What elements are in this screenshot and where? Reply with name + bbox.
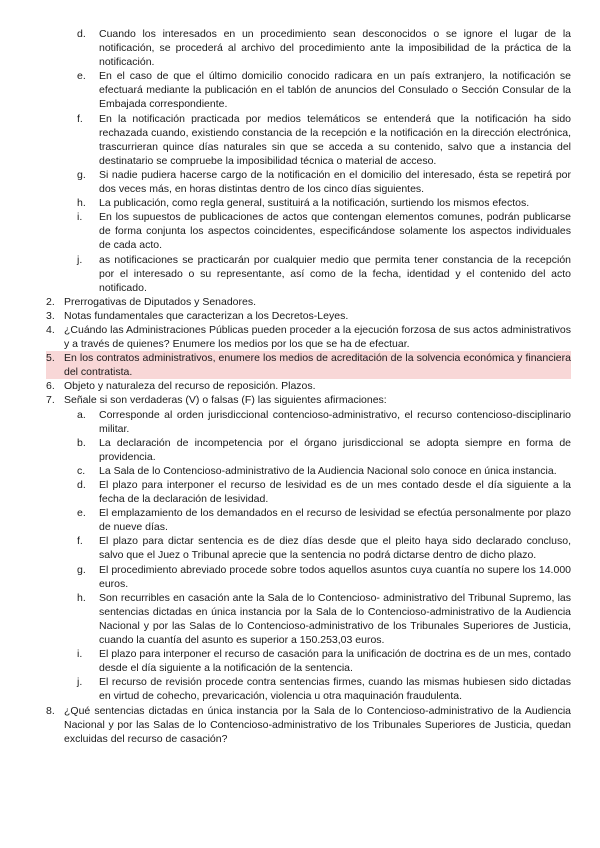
list-item [77, 478, 571, 506]
notification-sublist [0, 27, 600, 295]
item-text: En la notificación practicada por medios telemáticos se entenderá que la notificación ha sido rechazada cuando, existiendo constancia de la recepción e la notificación en la dirección electrónica, trascurrieran quince días naturales sin que se acceda a su contenido, salvo que a instancia del destinatario se compruebe la imposibilidad técnica o material de acceso. [99, 112, 571, 167]
item-label: g. [77, 563, 86, 576]
list-item [77, 591, 571, 647]
list-item [77, 464, 571, 478]
item-label: i. [77, 648, 83, 661]
item-text: En los contratos administrativos, enumere los medios de acreditación de la solvencia económica y financiera del contratista. [64, 352, 571, 379]
item-text: El plazo para interponer el recurso de lesividad es de un mes contado desde el día siguiente a la fecha de la declaración de lesividad. [99, 479, 571, 506]
item-text: La publicación, como regla general, sustituirá a la notificación, surtiendo los mismos efectos. [99, 197, 530, 210]
list-item [77, 210, 571, 252]
list-item [77, 253, 571, 295]
item-text: ¿Cuándo las Administraciones Públicas pueden proceder a la ejecución forzosa de sus actos administrativos y a través de quienes? Enumere los medios por los que se ha de efectuar. [64, 323, 571, 351]
item-text: En el caso de que el último domicilio conocido radicara en un país extranjero, la notificación se efectuará mediante la publicación en el tablón de anuncios del Consulado o Sección Consular de la Embajada correspondiente. [99, 70, 571, 111]
item-number: 4. [46, 323, 55, 336]
item-text: Cuando los interesados en un procedimiento sean desconocidos o se ignore el lugar de la notificación, se procederá al archivo del procedimiento ante la imposibilidad de la práctica de la notificación. [99, 28, 571, 69]
list-item [77, 675, 571, 703]
item-label: c. [77, 464, 86, 477]
highlighted-question-item [46, 351, 571, 379]
item-label: i. [77, 211, 83, 224]
question-item [46, 379, 571, 393]
question-item [46, 295, 571, 309]
item-number: 2. [46, 295, 55, 308]
question-list [0, 295, 600, 408]
list-item [77, 112, 571, 168]
item-label: d. [77, 28, 86, 40]
item-label: f. [77, 112, 83, 125]
item-text: La Sala de lo Contencioso-administrativo de la Audiencia Nacional solo conoce en única instancia. [99, 464, 557, 477]
list-item [77, 647, 571, 675]
item-number: 8. [46, 704, 55, 717]
item-label: g. [77, 168, 86, 181]
list-item [77, 168, 571, 196]
item-text: Prerrogativas de Diputados y Senadores. [64, 295, 257, 308]
question-item [46, 704, 571, 746]
item-text: Si nadie pudiera hacerse cargo de la notificación en el domicilio del interesado, ésta se repetirá por dos veces más, en horas distintas dentro de los cinco días siguientes. [99, 168, 571, 196]
item-text: El recurso de revisión procede contra sentencias firmes, cuando las mismas hubiesen sido dictadas en virtud de cohecho, prevaricación, violencia u otra maquinación fraudulenta. [99, 676, 571, 703]
list-item [77, 506, 571, 534]
item-text: Objeto y naturaleza del recurso de reposición. Plazos. [64, 380, 316, 393]
item-label: e. [77, 507, 86, 520]
item-text: Señale si son verdaderas (V) o falsas (F) las siguientes afirmaciones: [64, 394, 387, 407]
item-number: 7. [46, 394, 55, 407]
question-item [46, 393, 571, 407]
item-label: j. [77, 253, 83, 266]
list-item [77, 534, 571, 562]
question-item [46, 309, 571, 323]
question-item [46, 323, 571, 351]
item-number: 5. [46, 352, 55, 365]
item-label: f. [77, 535, 83, 548]
item-text: El plazo para interponer el recurso de casación para la unificación de doctrina es de un mes, contado desde el día siguiente a la notificación de la sentencia. [99, 648, 571, 675]
item-label: b. [77, 436, 86, 449]
item-number: 3. [46, 309, 55, 322]
true-false-sublist [0, 408, 600, 704]
item-text: Son recurribles en casación ante la Sala de lo Contencioso- administrativo del Tribunal Supremo, las sentencias dictadas en única instancia por la Sala de lo Contencioso-administrativo de la Audiencia Nacional y por las Salas de lo Contencioso-administrativo de los Tribunales Superiores de Justicia, cuando la cuantía del asunto es superior a 150.253,03 euros. [99, 591, 571, 647]
item-text: Notas fundamentales que caracterizan a los Decretos-Leyes. [64, 309, 349, 322]
question-list-end [0, 704, 600, 746]
item-text: El plazo para dictar sentencia es de diez días desde que el pleito haya sido declarado concluso, salvo que el Juez o Tribunal aprecie que la sentencia no podrá dictarse dentro de dicho plazo. [99, 535, 571, 562]
list-item [77, 69, 571, 111]
item-label: h. [77, 197, 86, 210]
list-item [77, 436, 571, 464]
list-item [77, 563, 571, 591]
item-label: h. [77, 591, 86, 604]
item-label: d. [77, 479, 86, 491]
item-text: La declaración de incompetencia por el órgano jurisdiccional se adopta siempre en forma de providencia. [99, 436, 571, 463]
item-text: ¿Qué sentencias dictadas en única instancia por la Sala de lo Contencioso-administrativo de la Audiencia Nacional y por las Salas de lo Contencioso-administrativo de los Tribunales Superiores de Justicia, quedan excluidas del recurso de casación? [64, 704, 571, 745]
item-text: El procedimiento abreviado procede sobre todos aquellos asuntos cuya cuantía no supere los 14.000 euros. [99, 563, 571, 590]
item-text: Corresponde al orden jurisdiccional contencioso-administrativo, el recurso contencioso-disciplinario militar. [99, 408, 571, 435]
item-label: e. [77, 70, 86, 83]
list-item [77, 27, 571, 69]
item-text: as notificaciones se practicarán por cualquier medio que permita tener constancia de la recepción por el interesado o su representante, así como de la fecha, identidad y el contenido del acto notificado. [99, 253, 571, 294]
list-item [77, 408, 571, 436]
list-item [77, 196, 571, 210]
item-text: El emplazamiento de los demandados en el recurso de lesividad se efectúa personalmente por plazo de nueve días. [99, 507, 571, 534]
item-label: j. [77, 676, 83, 689]
item-text: En los supuestos de publicaciones de actos que contengan elementos comunes, podrán publicarse de forma conjunta los aspectos coincidentes, especificándose solamente los aspectos individuales de cada acto. [99, 211, 571, 252]
item-label: a. [77, 408, 86, 421]
item-number: 6. [46, 380, 55, 393]
